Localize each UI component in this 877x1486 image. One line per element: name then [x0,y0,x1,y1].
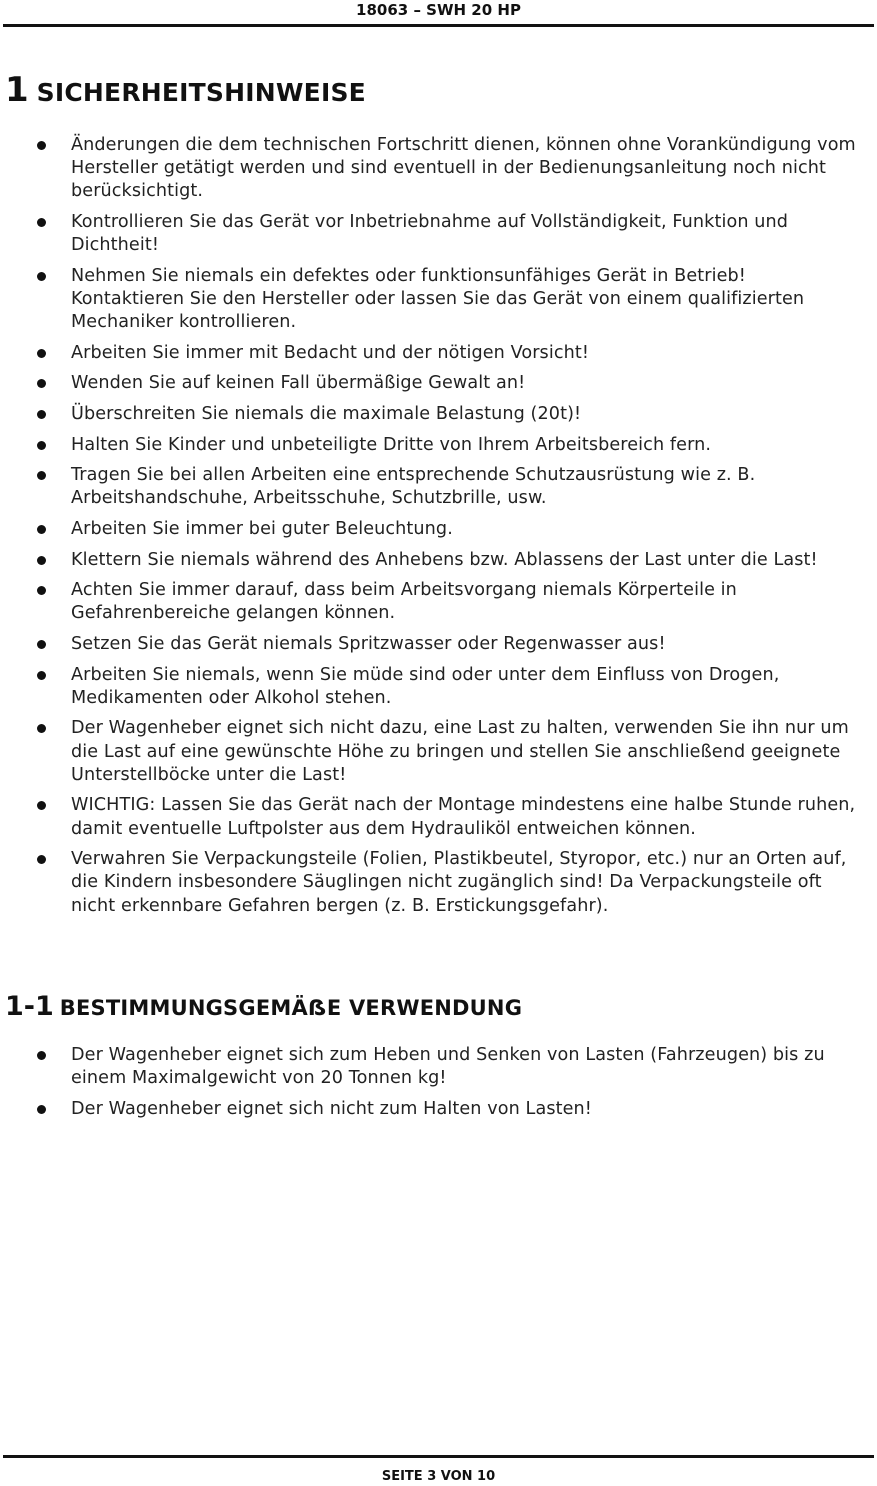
list-item [0,434,877,457]
list-item-text: Der Wagenheber eignet sich nicht zum Halten von Lasten! [71,1098,592,1119]
list-item-text: Überschreiten Sie niemals die maximale Belastung (20t)! [71,403,582,424]
list-item [0,1098,877,1121]
list-item [0,549,877,572]
bullet-icon [37,586,46,595]
list-item [0,265,877,335]
bullet-icon [37,218,46,227]
list-item-text: Setzen Sie das Gerät niemals Spritzwasser oder Regenwasser aus! [71,633,666,654]
bullet-icon [37,724,46,733]
list-item [0,342,877,365]
list-item [0,717,877,787]
bullet-icon [37,855,46,864]
bullet-icon [37,1105,46,1114]
list-item [0,633,877,656]
list-item-text: Änderungen die dem technischen Fortschritt dienen, können ohne Vorankündigung vom Hersteller getätigt werden und sind eventuell in der Bedienungsanleitung noch nicht berücksichtigt. [71,135,856,202]
page-header: 18063 – SWH 20 HP [356,1,521,19]
bullet-icon [37,525,46,534]
intended-use-list [0,1044,877,1128]
list-item-text: Arbeiten Sie immer bei guter Beleuchtung. [71,518,453,539]
list-item [0,664,877,710]
bullet-icon [37,141,46,150]
bullet-icon [37,671,46,680]
list-item [0,579,877,625]
bullet-icon [37,349,46,358]
list-item-text: WICHTIG: Lassen Sie das Gerät nach der Montage mindestens eine halbe Stunde ruhen, damit eventuelle Luftpolster aus dem Hydrauliköl entweichen können. [71,795,856,839]
section-heading-intended-use [5,991,522,1022]
list-item-text: Arbeiten Sie niemals, wenn Sie müde sind oder unter dem Einfluss von Drogen, Medikamenten oder Alkohol stehen. [71,664,780,708]
list-item [0,518,877,541]
list-item-text: Verwahren Sie Verpackungsteile (Folien, Plastikbeutel, Styropor, etc.) nur an Orten auf, die Kindern insbesondere Säuglingen nicht zugänglich sind! Da Verpackungsteile oft nicht erkennbare Gefahren bergen (z. B. Erstickungsgefahr). [71,849,847,916]
list-item-text: Der Wagenheber eignet sich zum Heben und Senken von Lasten (Fahrzeugen) bis zu einem Maximalgewicht von 20 Tonnen kg! [71,1045,825,1089]
list-item-text: Der Wagenheber eignet sich nicht dazu, eine Last zu halten, verwenden Sie ihn nur um die Last auf eine gewünschte Höhe zu bringen und stellen Sie anschließend geeignete Unterstellböcke unter die Last! [71,718,849,785]
list-item-text: Achten Sie immer darauf, dass beim Arbeitsvorgang niemals Körperteile in Gefahrenbereiche gelangen können. [71,580,737,624]
list-item-text: Klettern Sie niemals während des Anhebens bzw. Ablassens der Last unter die Last! [71,549,818,570]
list-item [0,134,877,204]
bullet-icon [37,379,46,388]
safety-instructions-list [0,134,877,925]
page-number: SEITE 3 VON 10 [381,1469,496,1484]
list-item-text: Tragen Sie bei allen Arbeiten eine entsprechende Schutzausrüstung wie z. B. Arbeitshandschuhe, Arbeitsschuhe, Schutzbrille, usw. [71,465,756,509]
list-item-text: Halten Sie Kinder und unbeteiligte Dritte von Ihrem Arbeitsbereich fern. [71,434,712,455]
bullet-icon [37,1051,46,1060]
list-item-text: Kontrollieren Sie das Gerät vor Inbetriebnahme auf Vollständigkeit, Funktion und Dichtheit! [71,212,789,256]
list-item [0,372,877,395]
list-item-text: Arbeiten Sie immer mit Bedacht und der nötigen Vorsicht! [71,342,589,363]
subsection-title: BESTIMMUNGSGEMÄẞE VERWENDUNG [59,996,523,1020]
bullet-icon [37,272,46,281]
bullet-icon [37,441,46,450]
list-item [0,794,877,840]
section-number: 1 [5,70,29,110]
list-item-text: Wenden Sie auf keinen Fall übermäßige Gewalt an! [71,373,526,394]
bullet-icon [37,801,46,810]
bullet-icon [37,410,46,419]
list-item [0,403,877,426]
list-item [0,211,877,257]
bullet-icon [37,640,46,649]
bullet-icon [37,471,46,480]
section-title: SICHERHEITSHINWEISE [36,78,366,107]
footer-rule [3,1455,874,1458]
subsection-number: 1-1 [5,991,54,1022]
bullet-icon [37,556,46,565]
header-rule [3,24,874,27]
list-item-text: Nehmen Sie niemals ein defektes oder funktionsunfähiges Gerät in Betrieb! Kontaktieren Sie den Hersteller oder lassen Sie das Gerät von einem qualifizierten Mechaniker kontrollieren. [71,265,805,333]
section-heading-safety [5,70,366,110]
list-item [0,464,877,510]
list-item [0,1044,877,1090]
list-item [0,848,877,918]
